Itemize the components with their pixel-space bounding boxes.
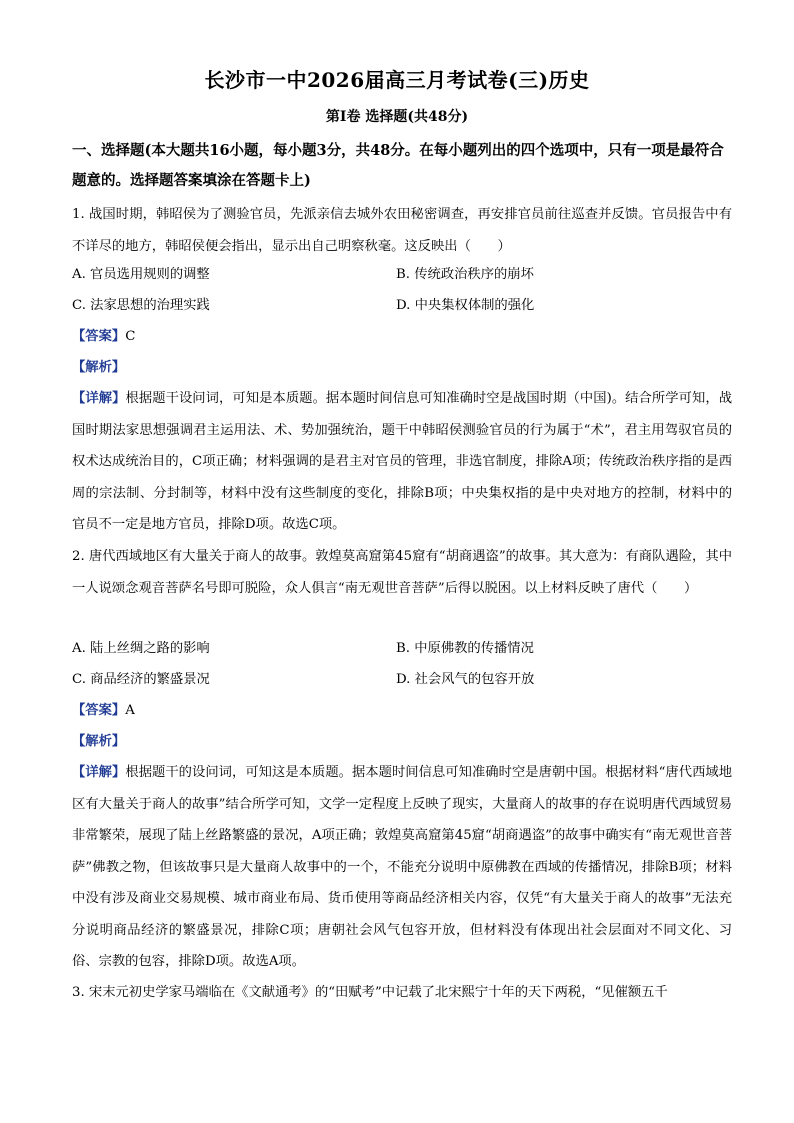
question-2-option-c: C. 商品经济的繁盛景况 (72, 672, 210, 687)
analysis-label: 解析 (85, 734, 112, 749)
question-1-option-c: C. 法家思想的治理实践 (72, 298, 210, 313)
question-1-option-d: D. 中央集权体制的强化 (396, 298, 535, 313)
question-3-stem: 3. 宋末元初史学家马端临在《文献通考》的“田赋考”中记载了北宋熙宁十年的天下两税，“见催额五千 (72, 985, 668, 1000)
detail-label: 详解 (85, 391, 113, 406)
detail-label: 详解 (85, 765, 113, 780)
analysis-label: 解析 (85, 360, 112, 375)
question-2-option-b: B. 中原佛教的传播情况 (396, 641, 534, 656)
question-1-analysis: 【解析】 (72, 360, 126, 375)
question-2-analysis: 【解析】 (72, 734, 126, 749)
answer-label: 答案 (85, 329, 112, 344)
question-1-answer-value: C (125, 329, 136, 344)
question-1-stem: 1. 战国时期，韩昭侯为了测验官员，先派亲信去城外农田秘密调查，再安排官员前往巡查并反馈。官员报告中有不详尽的地方，韩昭侯便会指出，显示出自己明察秋毫。这反映出（ ） (72, 207, 732, 254)
question-2-detail-text: 根据题干的设问词，可知这是本质题。据本题时间信息可知准确时空是唐朝中国。根据材料“唐代西域地区有大量关于商人的故事”结合所学可知，文学一定程度上反映了现实，大量商人的故事的存在说明唐代西域贸易非常繁荣，展现了陆上丝路繁盛的景况，A项正确；敦煌莫高窟第45窟“胡商遇盗”的故事中确实有“南无观世音菩萨”佛教之物，但该故事只是大量商人故事中的一个，不能充分说明中原佛教在西域的传播情况，排除B项；材料中没有涉及商业交易规模、城市商业布局、货币使用等商品经济相关内容，仅凭“有大量关于商人的故事”无法充分说明商品经济的繁盛景况，排除C项；唐朝社会风气包容开放，但材料没有体现出社会层面对不同文化、习俗、宗教的包容，排除D项。故选A项。 (72, 765, 733, 969)
question-1-option-a: A. 官员选用规则的调整 (72, 267, 210, 282)
question-1-detail-text: 根据题干设问词，可知是本质题。据本题时间信息可知准确时空是战国时期（中国)。结合所学可知，战国时期法家思想强调君主运用法、术、势加强统治，题干中韩昭侯测验官员的行为属于“术”，君主用驾驭官员的权术达成统治目的，C项正确；材料强调的是君主对官员的管理，非选官制度，排除A项；传统政治秩序指的是西周的宗法制、分封制等，材料中没有这些制度的变化，排除B项；中央集权指的是中央对地方的控制，材料中的官员不一定是地方官员，排除D项。故选C项。 (72, 391, 733, 532)
question-2-detail: 【详解】根据题干的设问词，可知这是本质题。据本题时间信息可知准确时空是唐朝中国。根据材料“唐代西域地区有大量关于商人的故事”结合所学可知，文学一定程度上反映了现实，大量商人的故事的存在说明唐代西域贸易非常繁荣，展现了陆上丝路繁盛的景况，A项正确；敦煌莫高窟第45窟“胡商遇盗”的故事中确实有“南无观世音菩萨”佛教之物，但该故事只是大量商人故事中的一个，不能充分说明中原佛教在西域的传播情况，排除B项；材料中没有涉及商业交易规模、城市商业布局、货币使用等商品经济相关内容，仅凭“有大量关于商人的故事”无法充分说明商品经济的繁盛景况，排除C项；唐朝社会风气包容开放，但材料没有体现出社会层面对不同文化、习俗、宗教的包容，排除D项。故选A项。 (72, 765, 733, 969)
answer-label: 答案 (85, 703, 112, 718)
question-2-stem: 2. 唐代西域地区有大量关于商人的故事。敦煌莫高窟第45窟有“胡商遇盗”的故事。其大意为：有商队遇险，其中一人说颂念观音菩萨名号即可脱险，众人俱言“南无观世音菩萨”后得以脱困。以上材料反映了唐代（ ） (72, 549, 732, 596)
question-2-option-d: D. 社会风气的包容开放 (396, 672, 535, 687)
page-subtitle: 第Ⅰ卷 选择题(共48分) (325, 109, 469, 125)
question-2-option-a: A. 陆上丝绸之路的影响 (72, 641, 210, 656)
page-title: 长沙市一中2026届高三月考试卷(三)历史 (204, 68, 590, 92)
question-2-answer: 【答案】A (72, 703, 135, 718)
question-1-option-b: B. 传统政治秩序的崩坏 (396, 267, 534, 282)
question-1-answer: 【答案】C (72, 329, 136, 344)
section-heading: 一、选择题(本大题共16小题，每小题3分，共48分。在每小题列出的四个选项中，只有一项是最符合题意的。选择题答案填涂在答题卡上) (72, 142, 724, 189)
question-1-detail: 【详解】根据题干设问词，可知是本质题。据本题时间信息可知准确时空是战国时期（中国)。结合所学可知，战国时期法家思想强调君主运用法、术、势加强统治，题干中韩昭侯测验官员的行为属于“术”，君主用驾驭官员的权术达成统治目的，C项正确；材料强调的是君主对官员的管理，非选官制度，排除A项；传统政治秩序指的是西周的宗法制、分封制等，材料中没有这些制度的变化，排除B项；中央集权指的是中央对地方的控制，材料中的官员不一定是地方官员，排除D项。故选C项。 (72, 391, 733, 532)
question-2-answer-value: A (125, 703, 135, 718)
